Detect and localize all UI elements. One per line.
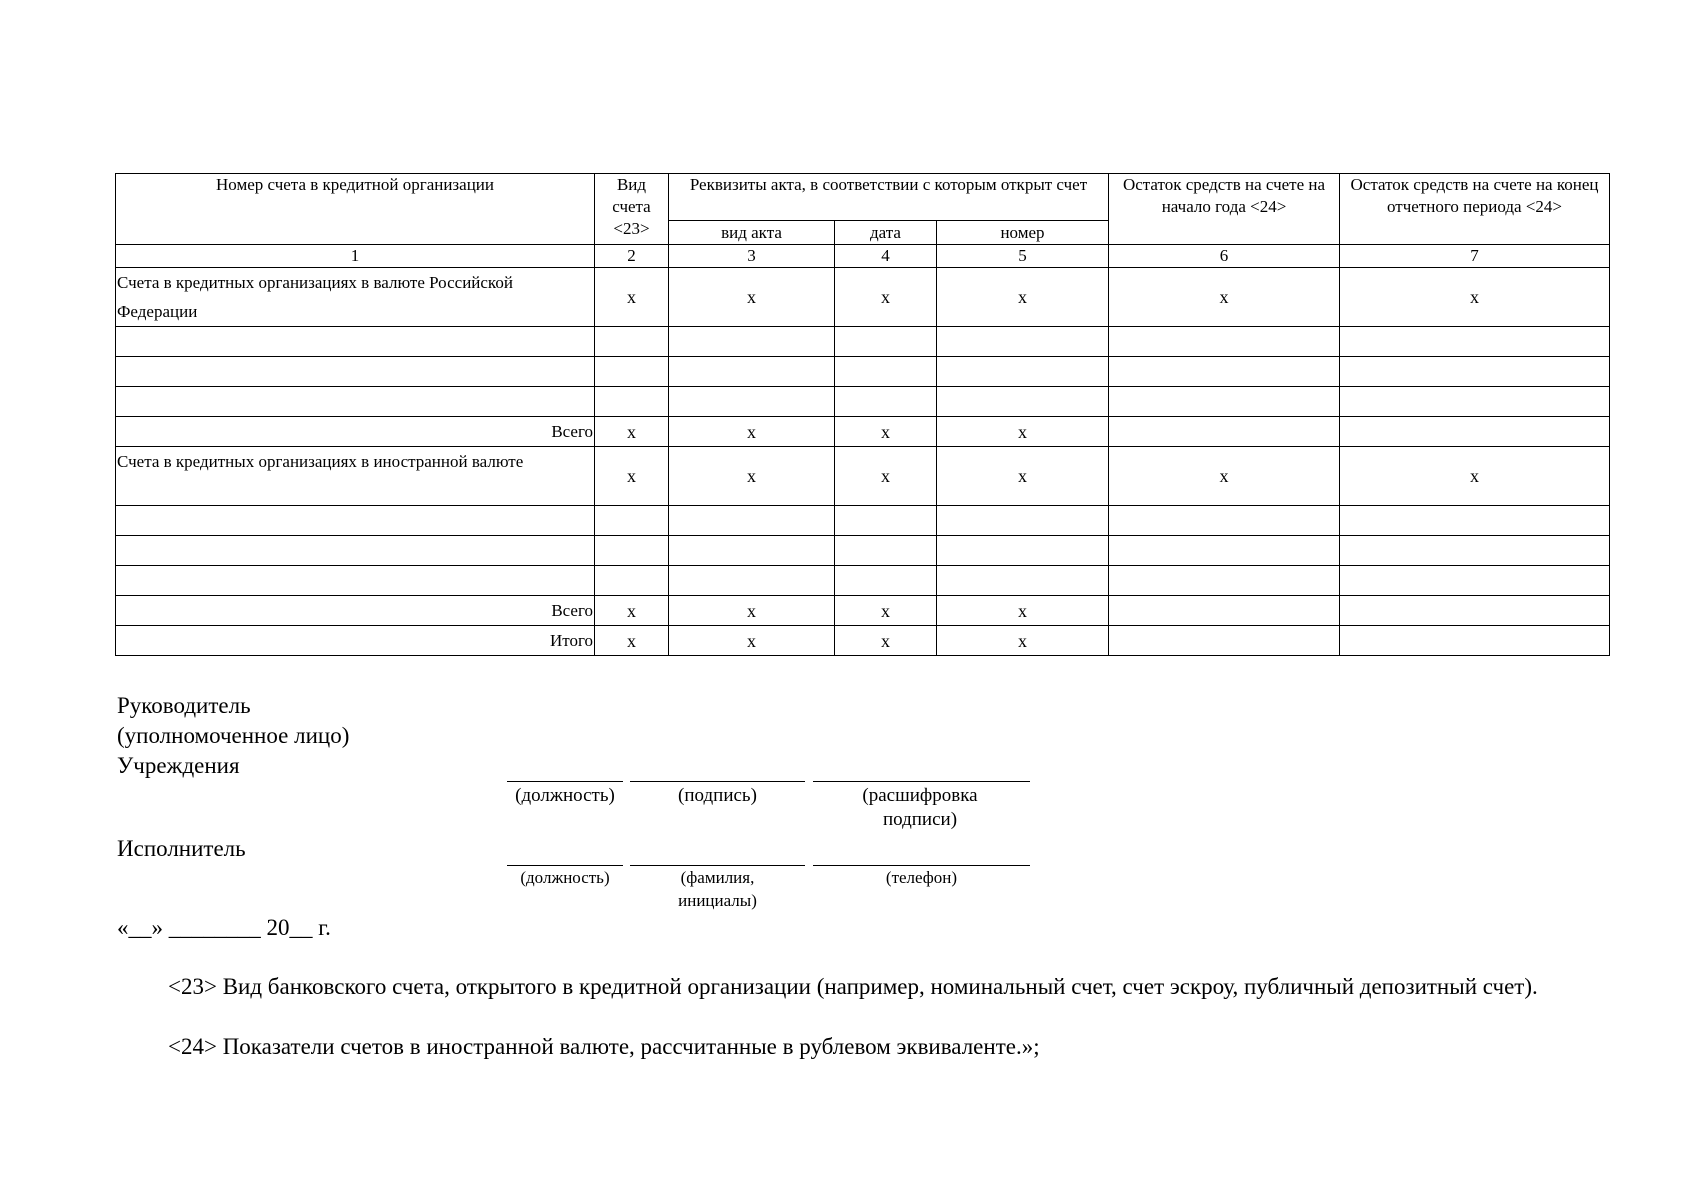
header-account-number: Номер счета в кредитной организации xyxy=(116,174,595,245)
header-balance-start: Остаток средств на счете на начало года <24> xyxy=(1109,174,1340,245)
empty-cell xyxy=(116,357,595,387)
empty-cell xyxy=(937,357,1109,387)
head-decoding-line xyxy=(813,781,1030,782)
empty-cell xyxy=(937,387,1109,417)
x-mark: x xyxy=(937,447,1109,506)
empty-cell xyxy=(937,536,1109,566)
empty-cell xyxy=(1340,387,1610,417)
section-row-rub xyxy=(116,268,1610,327)
executor-label: Исполнитель xyxy=(117,836,246,861)
empty-cell xyxy=(937,506,1109,536)
column-number: 5 xyxy=(937,245,1109,268)
empty-cell xyxy=(595,327,669,357)
empty-cell xyxy=(116,536,595,566)
date-line: «__» ________ 20__ г. xyxy=(117,915,331,940)
x-mark: x xyxy=(835,447,937,506)
empty-cell xyxy=(1109,596,1340,626)
empty-cell xyxy=(669,327,835,357)
x-mark: x xyxy=(669,268,835,327)
grand-total-label: Итого xyxy=(116,626,595,656)
header-balance-end: Остаток средств на счете на конец отчетного периода <24> xyxy=(1340,174,1610,245)
empty-cell xyxy=(116,387,595,417)
empty-cell xyxy=(1340,327,1610,357)
x-mark: x xyxy=(1109,447,1340,506)
column-number: 3 xyxy=(669,245,835,268)
x-mark: x xyxy=(835,268,937,327)
exec-caption-name: (фамилия, инициалы) xyxy=(678,868,757,910)
x-mark: x xyxy=(595,596,669,626)
head-caption-signature: (подпись) xyxy=(678,785,757,806)
empty-cell xyxy=(1340,357,1610,387)
header-act-date: дата xyxy=(835,221,937,245)
empty-cell xyxy=(116,566,595,596)
column-number: 6 xyxy=(1109,245,1340,268)
exec-caption-phone: (телефон) xyxy=(885,868,958,887)
empty-cell xyxy=(835,327,937,357)
empty-cell xyxy=(1109,506,1340,536)
accounts-table xyxy=(115,173,1610,656)
x-mark: x xyxy=(1340,268,1610,327)
blank-row xyxy=(116,506,1610,536)
column-number: 4 xyxy=(835,245,937,268)
head-signature-line xyxy=(630,781,805,782)
head-position-line xyxy=(507,781,623,782)
column-number: 2 xyxy=(595,245,669,268)
x-mark: x xyxy=(669,417,835,447)
empty-cell xyxy=(595,506,669,536)
x-mark: x xyxy=(937,626,1109,656)
x-mark: x xyxy=(835,596,937,626)
empty-cell xyxy=(1109,387,1340,417)
empty-cell xyxy=(835,357,937,387)
column-numbers-row xyxy=(116,245,1610,268)
x-mark: x xyxy=(595,447,669,506)
total-label: Всего xyxy=(116,417,595,447)
empty-cell xyxy=(835,536,937,566)
empty-cell xyxy=(595,387,669,417)
header-account-type: Вид счета <23> xyxy=(595,174,669,245)
head-title-line3: Учреждения xyxy=(117,753,240,778)
exec-caption-position: (должность) xyxy=(520,868,610,887)
x-mark: x xyxy=(1109,268,1340,327)
empty-cell xyxy=(116,506,595,536)
x-mark: x xyxy=(1340,447,1610,506)
grand-total-row xyxy=(116,626,1610,656)
empty-cell xyxy=(1340,506,1610,536)
section-row-fx xyxy=(116,447,1610,506)
empty-cell xyxy=(669,536,835,566)
column-number: 1 xyxy=(116,245,595,268)
total-row-rub xyxy=(116,417,1610,447)
header-act-details: Реквизиты акта, в соответствии с которым открыт счет xyxy=(669,174,1109,221)
section-label-fx: Счета в кредитных организациях в иностранной валюте xyxy=(116,447,595,506)
blank-row xyxy=(116,357,1610,387)
x-mark: x xyxy=(595,626,669,656)
x-mark: x xyxy=(595,417,669,447)
total-row-fx xyxy=(116,596,1610,626)
footnote-23 xyxy=(115,972,1649,1002)
footnote-24 xyxy=(115,1032,1649,1062)
x-mark: x xyxy=(669,447,835,506)
empty-cell xyxy=(1109,626,1340,656)
x-mark: x xyxy=(835,626,937,656)
empty-cell xyxy=(595,357,669,387)
empty-cell xyxy=(669,387,835,417)
blank-row xyxy=(116,387,1610,417)
empty-cell xyxy=(1109,417,1340,447)
x-mark: x xyxy=(669,596,835,626)
empty-cell xyxy=(116,327,595,357)
header-act-type: вид акта xyxy=(669,221,835,245)
empty-cell xyxy=(1109,536,1340,566)
empty-cell xyxy=(595,566,669,596)
empty-cell xyxy=(1340,566,1610,596)
empty-cell xyxy=(835,566,937,596)
empty-cell xyxy=(669,357,835,387)
empty-cell xyxy=(1340,417,1610,447)
x-mark: x xyxy=(937,596,1109,626)
column-number: 7 xyxy=(1340,245,1610,268)
head-caption-decoding: (расшифровка подписи) xyxy=(862,785,978,830)
x-mark: x xyxy=(937,417,1109,447)
head-title-line1: Руководитель xyxy=(117,693,251,718)
header-row xyxy=(116,174,1610,221)
blank-row xyxy=(116,327,1610,357)
x-mark: x xyxy=(937,268,1109,327)
x-mark: x xyxy=(595,268,669,327)
empty-cell xyxy=(1340,596,1610,626)
empty-cell xyxy=(1340,536,1610,566)
section-label-rub: Счета в кредитных организациях в валюте Российской Федерации xyxy=(116,268,595,327)
blank-row xyxy=(116,566,1610,596)
empty-cell xyxy=(595,536,669,566)
empty-cell xyxy=(1109,566,1340,596)
empty-cell xyxy=(669,506,835,536)
empty-cell xyxy=(835,506,937,536)
empty-cell xyxy=(1109,357,1340,387)
footnote-23-text: <23> Вид банковского счета, открытого в кредитной организации (например, номинальный счет, счет эскроу, публичный депозитный счет). xyxy=(168,974,1538,999)
empty-cell xyxy=(835,387,937,417)
x-mark: x xyxy=(835,417,937,447)
empty-cell xyxy=(937,327,1109,357)
total-label: Всего xyxy=(116,596,595,626)
empty-cell xyxy=(1109,327,1340,357)
header-act-number: номер xyxy=(937,221,1109,245)
footnote-24-text: <24> Показатели счетов в иностранной валюте, рассчитанные в рублевом эквиваленте.»; xyxy=(168,1034,1040,1059)
empty-cell xyxy=(669,566,835,596)
empty-cell xyxy=(1340,626,1610,656)
x-mark: x xyxy=(669,626,835,656)
blank-row xyxy=(116,536,1610,566)
head-title-line2: (уполномоченное лицо) xyxy=(117,723,350,748)
empty-cell xyxy=(937,566,1109,596)
head-caption-position: (должность) xyxy=(515,785,615,806)
